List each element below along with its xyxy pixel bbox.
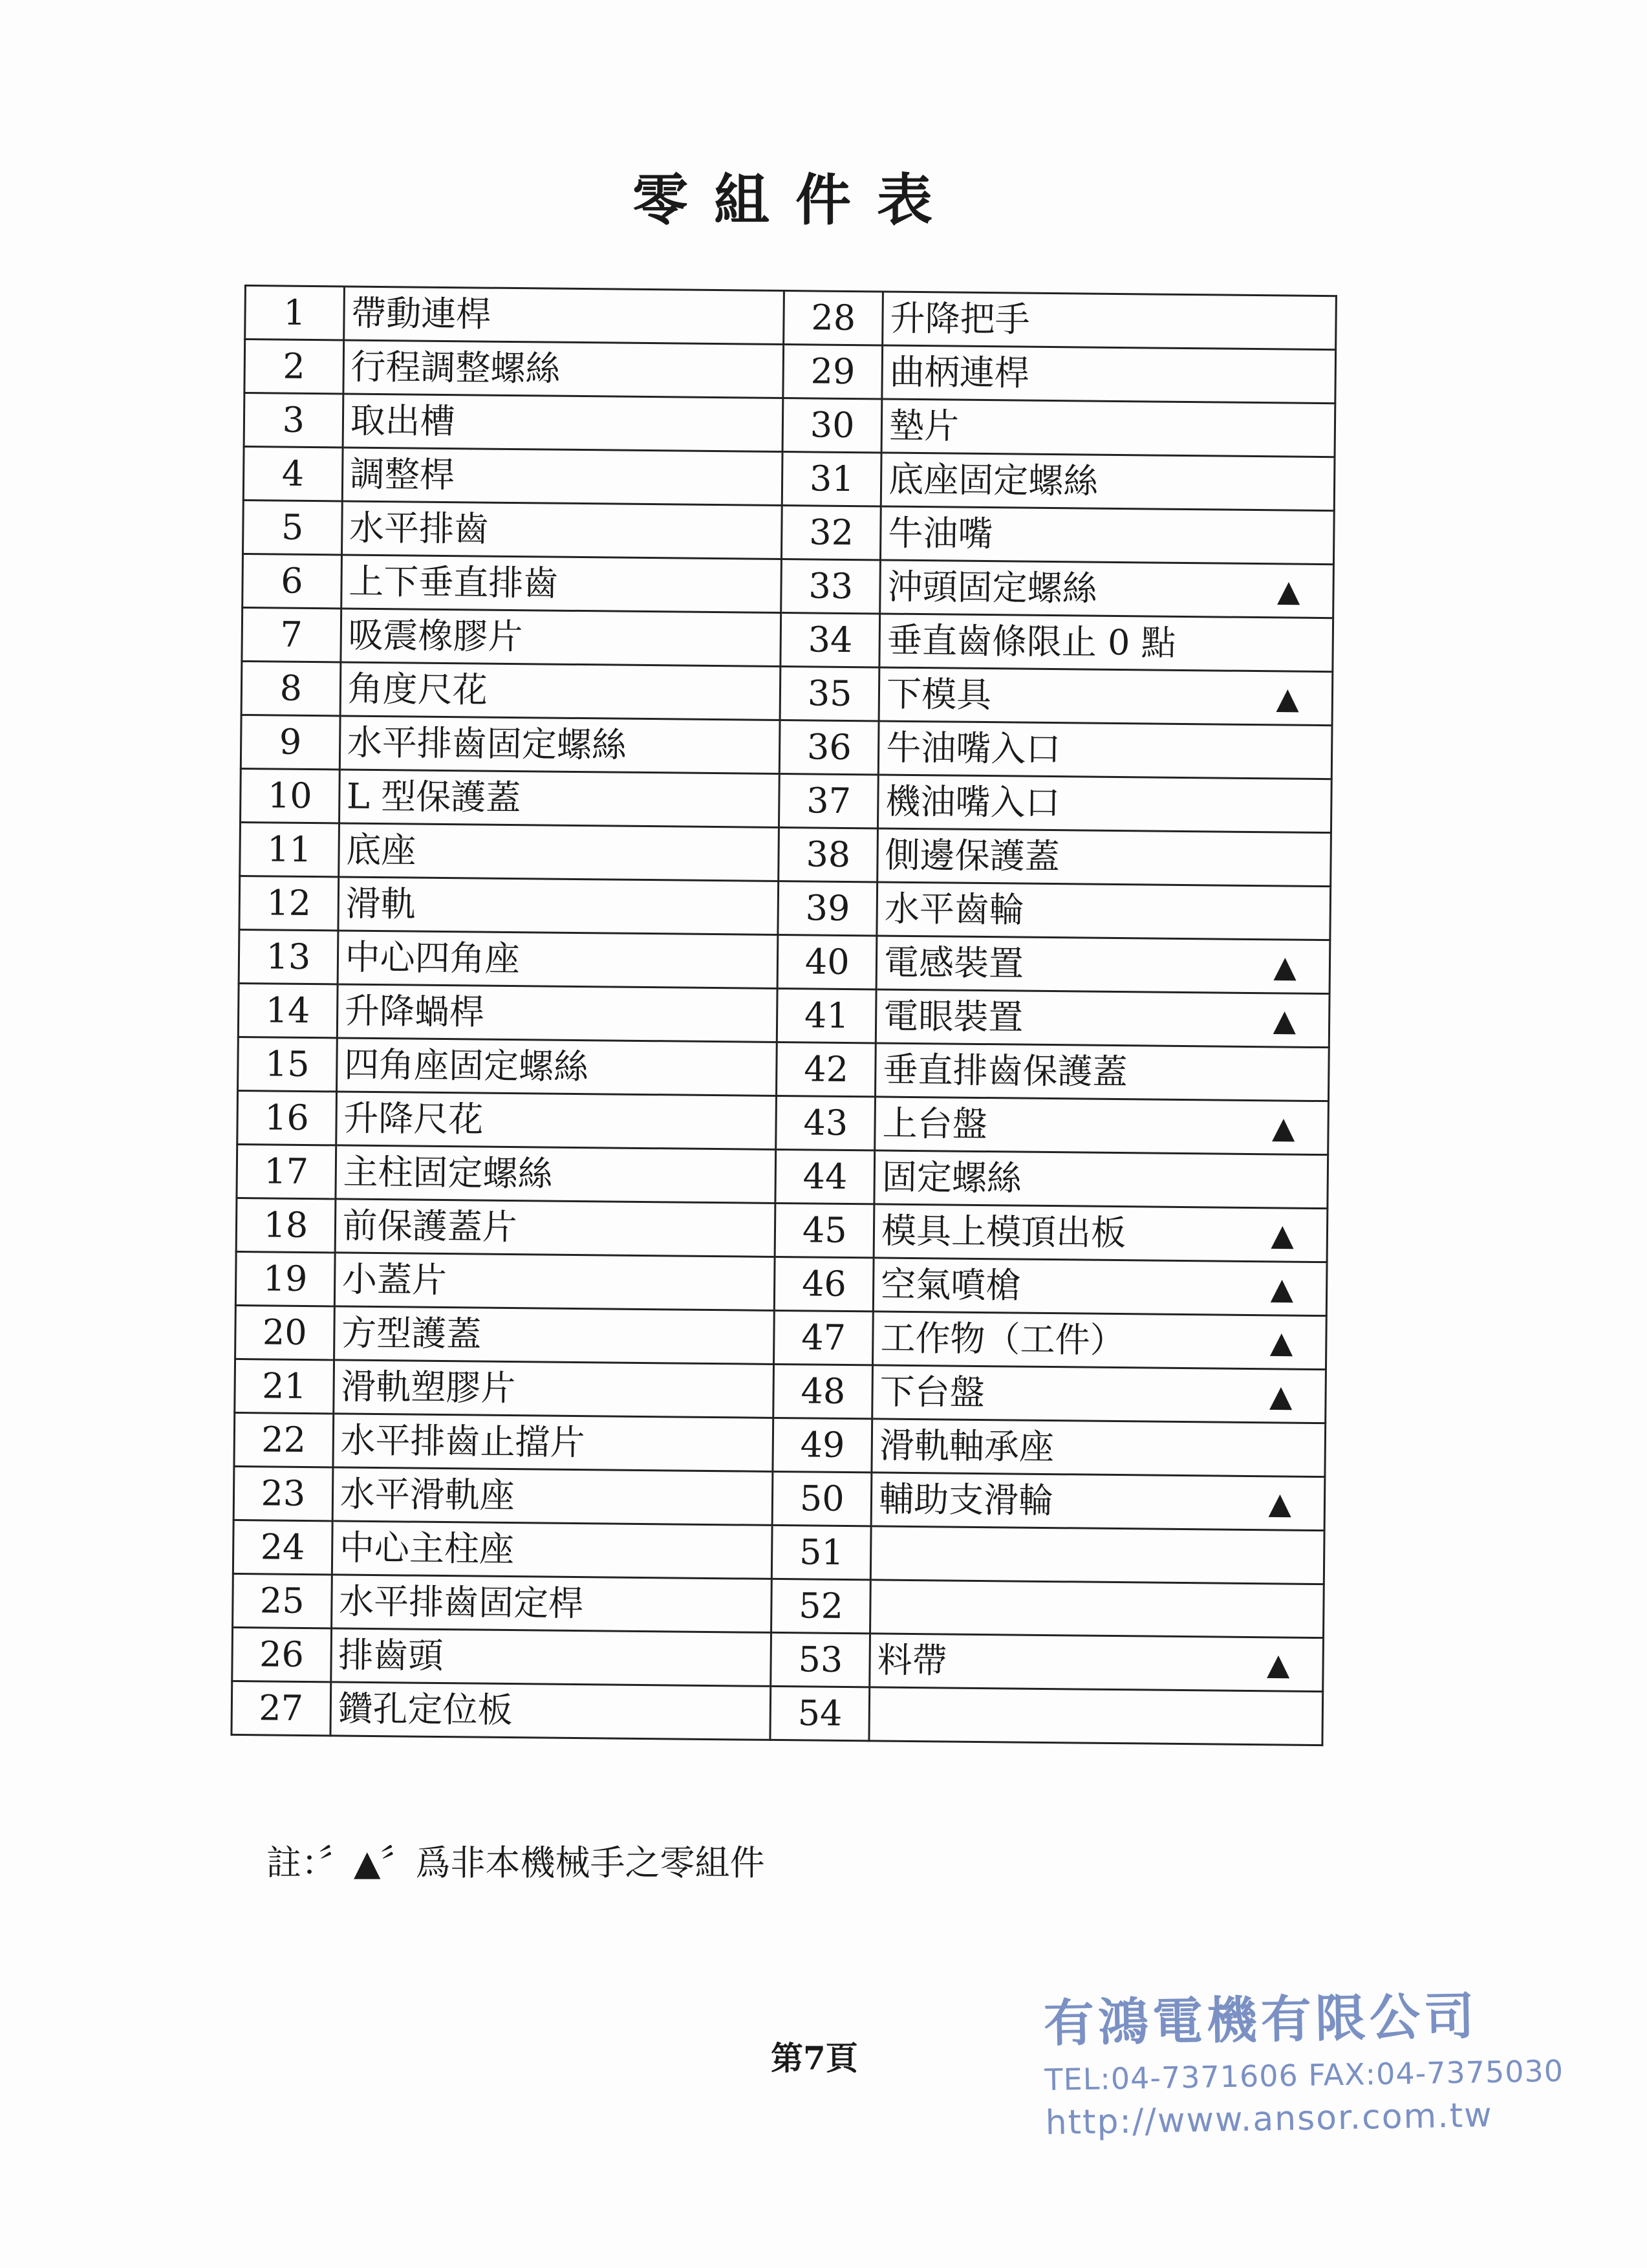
part-name-left: 吸震橡膠片 <box>348 614 523 658</box>
table-row <box>232 1627 1324 1691</box>
part-number-left-cell <box>234 1412 333 1467</box>
table-row <box>244 340 1336 404</box>
part-name-left-cell <box>338 823 779 881</box>
part-name-left-cell <box>330 1628 771 1687</box>
stamp-company-name: 有鴻電機有限公司 <box>1043 1987 1479 2054</box>
part-name-left-cell <box>338 931 778 989</box>
part-number-left: 7 <box>280 614 303 655</box>
part-name-right: 底座固定螺絲 <box>888 459 1099 502</box>
table-row <box>239 929 1330 993</box>
triangle-marker-icon: ▲ <box>1276 680 1300 716</box>
part-number-right-cell <box>775 1257 874 1311</box>
company-stamp <box>1043 1974 1565 2143</box>
part-number-right-cell <box>778 881 877 935</box>
part-name-left-cell <box>343 340 784 398</box>
part-number-right-cell <box>782 398 881 453</box>
part-number-right-cell <box>778 934 877 989</box>
table-row <box>238 1037 1329 1101</box>
part-name-right-cell <box>878 721 1332 779</box>
part-number-left: 11 <box>266 828 312 870</box>
part-number-right-cell <box>780 666 879 720</box>
part-number-left-cell <box>239 929 338 984</box>
part-number-right: 44 <box>802 1156 848 1198</box>
part-number-left-cell <box>232 1627 331 1681</box>
part-number-right-cell <box>772 1525 871 1579</box>
table-row <box>235 1251 1327 1315</box>
part-name-right: 升降把手 <box>890 297 1030 340</box>
table-row <box>237 1090 1329 1154</box>
part-name-left: 中心主柱座 <box>339 1527 515 1570</box>
part-number-left-cell <box>244 393 343 448</box>
part-number-right: 29 <box>810 351 856 393</box>
part-number-left: 1 <box>283 292 306 333</box>
part-number-left: 12 <box>266 882 312 924</box>
part-number-right-cell <box>775 1149 874 1204</box>
part-number-right-cell <box>777 988 876 1042</box>
part-name-left: 水平排齒 <box>349 507 490 550</box>
part-number-right: 36 <box>806 726 852 768</box>
part-name-right: 模具上模頂出板 <box>881 1210 1126 1254</box>
triangle-marker-icon: ▲ <box>1266 1647 1290 1682</box>
part-name-left-cell <box>340 662 780 720</box>
part-number-right: 42 <box>804 1048 849 1090</box>
table-row <box>235 1359 1326 1423</box>
part-name-left-cell <box>343 286 784 345</box>
part-number-right: 33 <box>808 565 854 607</box>
part-name-right-cell <box>869 1687 1323 1745</box>
part-number-right-cell <box>773 1418 872 1472</box>
stamp-phone: TEL:04-7371606 FAX:04-7375030 <box>1044 2053 1564 2097</box>
part-name-left: 底座 <box>346 829 416 871</box>
part-number-left-cell <box>245 286 344 340</box>
part-number-left-cell <box>242 554 341 608</box>
table-row <box>242 554 1334 618</box>
part-number-right: 52 <box>799 1585 844 1626</box>
table-row <box>245 286 1337 350</box>
part-number-left-cell <box>241 661 340 715</box>
part-name-left-cell <box>336 1145 776 1204</box>
part-number-left: 9 <box>279 721 302 762</box>
part-name-left-cell <box>337 984 777 1042</box>
part-name-left-cell <box>334 1306 774 1365</box>
table-row <box>234 1412 1326 1476</box>
part-number-right: 51 <box>799 1531 845 1573</box>
part-name-left: 水平排齒固定螺絲 <box>347 722 627 766</box>
part-name-right-cell <box>874 1204 1328 1262</box>
part-name-left: 調整桿 <box>349 453 455 496</box>
part-name-left-cell <box>333 1360 773 1418</box>
part-name-right: 牛油嘴入口 <box>885 727 1061 770</box>
table-row <box>242 607 1333 671</box>
table-row <box>241 768 1332 832</box>
table-row <box>233 1573 1324 1637</box>
part-number-left-cell <box>243 500 342 554</box>
part-number-right-cell <box>771 1632 870 1687</box>
part-name-right-cell <box>873 1258 1327 1316</box>
part-number-left: 22 <box>261 1419 307 1460</box>
part-name-right-cell <box>876 936 1330 994</box>
part-number-right-cell <box>780 720 879 774</box>
table-row <box>233 1520 1324 1584</box>
part-name-right-cell <box>874 1150 1328 1209</box>
part-name-left: 前保護蓋片 <box>342 1205 518 1248</box>
part-name-right-cell <box>880 560 1334 618</box>
part-number-left-cell <box>233 1466 332 1520</box>
part-number-right-cell <box>779 773 878 828</box>
part-name-right: 水平齒輪 <box>884 888 1025 931</box>
part-name-right: 工作物（工件） <box>880 1317 1125 1361</box>
table-row <box>239 876 1331 940</box>
part-number-left-cell <box>237 1090 336 1145</box>
part-number-left-cell <box>244 340 343 394</box>
part-number-right-cell <box>781 559 880 613</box>
part-name-right-cell <box>881 399 1335 457</box>
part-number-right: 47 <box>801 1317 846 1359</box>
part-number-left-cell <box>239 876 338 930</box>
triangle-marker-icon: ▲ <box>1271 1217 1295 1253</box>
part-number-right-cell <box>783 345 882 399</box>
triangle-marker-icon: ▲ <box>1269 1378 1293 1414</box>
part-number-left-cell <box>235 1359 334 1413</box>
part-name-right: 牛油嘴 <box>888 512 993 555</box>
part-number-left: 3 <box>282 399 305 440</box>
table-row <box>235 1305 1327 1369</box>
part-number-left: 20 <box>262 1312 307 1354</box>
part-name-left: L 型保護蓋 <box>346 775 521 819</box>
table-row <box>243 447 1335 511</box>
part-name-right-cell <box>879 667 1333 726</box>
part-name-right-cell <box>872 1419 1326 1477</box>
part-name-left-cell <box>333 1414 773 1472</box>
part-number-right-cell <box>773 1364 872 1418</box>
part-number-left: 17 <box>264 1150 309 1193</box>
part-name-right: 垂直齒條限止 0 點 <box>887 620 1176 664</box>
part-name-right: 空氣噴槍 <box>881 1264 1021 1306</box>
part-name-left: 小蓋片 <box>341 1258 447 1301</box>
part-number-right: 45 <box>802 1209 847 1251</box>
parts-table-body <box>231 286 1336 1745</box>
part-name-right: 上台盤 <box>882 1103 987 1145</box>
part-number-right-cell <box>773 1471 872 1526</box>
table-row <box>238 983 1329 1047</box>
part-number-right-cell <box>780 612 879 667</box>
part-number-left: 21 <box>261 1365 307 1407</box>
triangle-marker-icon: ▲ <box>1276 573 1300 609</box>
part-name-right-cell <box>870 1526 1324 1584</box>
part-number-right-cell <box>782 505 881 559</box>
part-number-right: 50 <box>799 1478 845 1519</box>
part-number-left: 10 <box>267 775 312 817</box>
part-name-left: 帶動連桿 <box>350 292 491 335</box>
part-number-right-cell <box>775 1203 874 1257</box>
part-name-left: 排齒頭 <box>338 1634 444 1677</box>
part-name-right-cell <box>870 1634 1324 1692</box>
part-number-right: 39 <box>805 887 850 929</box>
part-name-right: 電感裝置 <box>883 942 1024 984</box>
part-number-left-cell <box>243 447 342 501</box>
part-name-right: 側邊保護蓋 <box>885 834 1060 878</box>
part-name-right-cell <box>872 1365 1326 1423</box>
part-number-right: 46 <box>801 1263 847 1305</box>
part-number-left: 27 <box>259 1687 304 1729</box>
part-number-right-cell <box>777 1042 876 1096</box>
part-number-right: 32 <box>808 512 854 554</box>
part-number-right: 48 <box>801 1370 846 1412</box>
part-number-left-cell <box>240 822 339 876</box>
part-name-left-cell <box>341 501 782 559</box>
part-name-left-cell <box>331 1575 771 1633</box>
part-name-right-cell <box>881 506 1335 565</box>
part-name-right: 固定螺絲 <box>881 1156 1022 1199</box>
part-number-right-cell <box>771 1579 870 1633</box>
part-name-left-cell <box>339 770 779 828</box>
page-number: 第7頁 <box>771 2039 858 2077</box>
part-number-right: 37 <box>806 780 852 822</box>
part-name-left: 角度尺花 <box>347 668 488 711</box>
part-number-left: 24 <box>260 1526 305 1568</box>
part-name-left-cell <box>332 1467 773 1526</box>
part-number-right-cell <box>770 1686 869 1740</box>
part-number-left-cell <box>238 983 337 1037</box>
page-title: 零組件表 <box>632 167 958 233</box>
part-name-right-cell <box>883 292 1337 350</box>
part-number-right-cell <box>779 827 877 881</box>
part-number-right-cell <box>784 291 883 345</box>
part-name-left: 主柱固定螺絲 <box>343 1151 553 1194</box>
table-row <box>237 1144 1328 1208</box>
part-number-left-cell <box>231 1681 330 1735</box>
table-row <box>231 1681 1323 1745</box>
part-number-left-cell <box>237 1144 336 1198</box>
part-number-right: 31 <box>809 458 855 500</box>
part-number-right-cell <box>774 1310 873 1365</box>
part-number-right: 49 <box>800 1424 845 1465</box>
part-number-right: 40 <box>804 941 850 983</box>
triangle-marker-icon: ▲ <box>1273 949 1297 984</box>
part-name-right: 電眼裝置 <box>883 995 1024 1038</box>
part-name-right: 沖頭固定螺絲 <box>887 566 1097 609</box>
part-number-right: 54 <box>797 1692 843 1734</box>
part-name-left-cell <box>335 1199 775 1257</box>
part-name-right-cell <box>882 345 1336 404</box>
part-name-left-cell <box>338 877 779 935</box>
part-name-right: 墊片 <box>888 405 960 447</box>
triangle-marker-icon: ▲ <box>1273 1002 1297 1038</box>
part-number-right: 34 <box>808 619 853 661</box>
part-number-left-cell <box>241 768 339 823</box>
part-name-left-cell <box>341 555 781 613</box>
table-row <box>233 1466 1325 1530</box>
triangle-marker-icon: ▲ <box>1271 1110 1295 1145</box>
table-row <box>240 822 1331 886</box>
stamp-url: http://www.ansor.com.tw <box>1045 2095 1494 2143</box>
part-name-left: 滑軌 <box>345 883 416 925</box>
part-number-left-cell <box>233 1520 332 1574</box>
part-number-left: 19 <box>263 1258 308 1300</box>
part-name-left: 水平排齒止擋片 <box>340 1420 585 1463</box>
part-number-left-cell <box>242 607 341 662</box>
part-name-right-cell <box>875 1097 1329 1155</box>
part-number-right: 35 <box>807 673 852 715</box>
part-name-left-cell <box>332 1521 772 1579</box>
part-name-right-cell <box>876 1043 1329 1101</box>
part-name-left-cell <box>336 1092 776 1150</box>
part-number-left: 4 <box>281 453 305 494</box>
part-name-right-cell <box>871 1473 1325 1531</box>
part-name-left: 水平滑軌座 <box>339 1473 515 1517</box>
part-number-left: 14 <box>265 989 310 1031</box>
part-name-right: 輔助支滑輪 <box>878 1478 1054 1522</box>
part-name-right: 曲柄連桿 <box>889 351 1030 394</box>
part-number-left-cell <box>236 1198 335 1252</box>
part-name-right: 下台盤 <box>879 1371 985 1414</box>
part-name-left: 行程調整螺絲 <box>350 346 561 389</box>
part-number-left-cell <box>238 1037 337 1091</box>
triangle-marker-icon: ▲ <box>1268 1485 1292 1521</box>
part-name-right: 滑軌軸承座 <box>879 1425 1055 1468</box>
table-row <box>241 661 1333 725</box>
part-name-left-cell <box>330 1682 771 1740</box>
part-name-left-cell <box>343 394 783 452</box>
footnote: 註：〞▲〞爲非本機械手之零組件 <box>266 1842 765 1883</box>
part-name-left: 方型護蓋 <box>341 1312 482 1355</box>
part-name-right-cell <box>881 453 1335 511</box>
part-number-left-cell <box>235 1305 334 1359</box>
part-number-left: 6 <box>280 560 303 601</box>
part-number-left: 23 <box>261 1473 306 1514</box>
parts-table <box>230 285 1337 1746</box>
part-number-right-cell <box>776 1096 875 1150</box>
part-name-left-cell <box>334 1253 775 1311</box>
part-number-left-cell <box>241 715 339 769</box>
part-name-left: 升降蝸桿 <box>344 990 485 1033</box>
part-number-right: 53 <box>798 1639 843 1680</box>
part-name-right-cell <box>870 1580 1324 1638</box>
table-row <box>244 393 1335 457</box>
part-number-left: 15 <box>264 1043 310 1085</box>
part-name-left-cell <box>336 1038 777 1096</box>
part-name-right: 機油嘴入口 <box>885 781 1060 824</box>
table-row <box>241 715 1332 779</box>
part-name-right-cell <box>873 1312 1327 1370</box>
part-number-left: 25 <box>259 1580 305 1621</box>
part-number-left: 16 <box>264 1097 310 1139</box>
part-name-right-cell <box>878 775 1332 833</box>
part-name-right-cell <box>876 989 1329 1048</box>
part-number-right: 30 <box>810 404 855 446</box>
part-name-left-cell <box>339 716 780 774</box>
part-name-right-cell <box>879 614 1333 672</box>
part-name-left: 滑軌塑膠片 <box>341 1366 516 1409</box>
triangle-marker-icon: ▲ <box>1269 1324 1293 1360</box>
part-name-left-cell <box>341 609 781 667</box>
part-number-left: 26 <box>259 1634 305 1675</box>
table-row <box>243 500 1335 564</box>
part-number-left: 13 <box>266 936 311 978</box>
table-row <box>236 1198 1328 1262</box>
part-number-right: 28 <box>811 297 856 339</box>
part-name-left: 四角座固定螺絲 <box>343 1044 589 1088</box>
part-name-left: 升降尺花 <box>343 1097 484 1140</box>
part-name-left-cell <box>342 448 782 506</box>
part-number-left: 18 <box>263 1204 308 1246</box>
part-name-right: 料帶 <box>877 1639 948 1681</box>
part-number-left-cell <box>233 1573 332 1628</box>
triangle-marker-icon: ▲ <box>1270 1271 1294 1306</box>
part-name-right-cell <box>877 828 1331 887</box>
part-number-right: 38 <box>806 834 851 876</box>
part-name-right: 垂直排齒保護蓋 <box>883 1049 1128 1093</box>
part-name-left: 上下垂直排齒 <box>348 561 559 604</box>
part-name-right-cell <box>877 882 1331 940</box>
part-number-right: 41 <box>804 995 850 1037</box>
part-name-right: 下模具 <box>886 673 992 716</box>
part-name-left: 水平排齒固定桿 <box>338 1581 584 1625</box>
part-name-left: 取出槽 <box>350 400 455 442</box>
part-number-right: 43 <box>803 1102 848 1144</box>
part-number-left: 8 <box>279 667 303 709</box>
part-number-left: 5 <box>281 506 304 548</box>
part-number-right-cell <box>782 452 881 506</box>
part-number-left: 2 <box>283 345 306 387</box>
part-name-left: 鑽孔定位板 <box>338 1688 513 1731</box>
part-name-left: 中心四角座 <box>345 936 521 980</box>
part-number-left-cell <box>235 1251 334 1306</box>
